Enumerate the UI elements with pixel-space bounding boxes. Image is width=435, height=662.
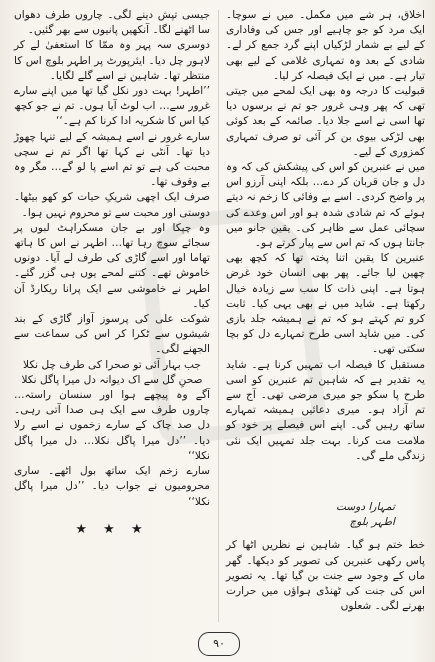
paragraph: سارے زخم ایک ساتھ بول اٹھے۔ ساری محرومیوں نے جواب دیا۔ ’’دل میرا پاگل نکلا‘‘	[14, 465, 210, 508]
paragraph: قبولیت کا درجہ وہ بھی ایک لمحے میں جیتی تھی کہ پھر وہی غرور جو تم نے برسوں دیا تھا اسی نے اسے جلا دیا۔ صائمہ کے بعد کوئی بھی لڑکی بیوی بن کر آئی تو صرف تمہاری کمزوری کے لیے۔	[226, 85, 425, 158]
right-text-column	[226, 8, 425, 464]
paragraph: اخلاق، ہر شے میں مکمل۔ میں نے سوچا۔ ایک مرد کو جو چاہیے اور جس کی وفاداری کے لیے بے شمار لڑکیاں اپنے گرد جمع کر لے۔ شادی کے بعد وہ تمہاری غلامی کے لیے بھی تیار ہے۔ میں نے ایک فیصلہ کر لیا۔	[226, 9, 425, 82]
paragraph: ’’اطہر! بہت دور نکل گیا تھا میں اپنے سارے غرور سے… اب لوٹ آیا ہوں۔ تم نے جو کچھ کیا اس کا شکریہ ادا کرنا کم ہے۔‘‘	[14, 85, 210, 128]
paragraph: سارے غرور نے اسے ہمیشہ کے لیے تنہا چھوڑ دیا تھا۔ آنٹی نے کہا تھا اگر تم نے سچی محبت کی ہے تو تم اسے پا لو گے… مگر وہ بے وقوف تھا۔	[14, 130, 210, 189]
column-divider	[218, 10, 219, 622]
section-break-stars: ★ ★ ★	[75, 521, 149, 537]
paragraph: شوکت علی کی پرسوز آواز گاڑی کے بند شیشوں سے ٹکرا کر اس کی سماعت سے الجھنے لگی۔	[14, 313, 210, 356]
letter-signature	[226, 500, 425, 614]
paragraph: جیسی تپش دینے لگی۔ چاروں طرف دھواں سا اٹھنے لگا۔ آنکھیں پانیوں سے بھر گئیں۔	[14, 9, 210, 37]
paragraph: مستقبل کا فیصلہ اب تمہیں کرنا ہے۔ شاید یہ تقدیر ہے کہ شاہین تم عنبرین کو اسی طرح پا سکو جو میری مرضی تھی۔ آج سے تم آزاد ہو۔ میری دعائیں ہمیشہ تمہارے ساتھ رہیں گی۔ اپنے اس فیصلے پر خود کو ملامت مت کرنا۔ بہت جلد تمہیں ایک نئی زندگی ملے گی۔	[226, 358, 425, 462]
left-text-column	[14, 8, 210, 537]
song-verse: جب بہار آئی تو صحرا کی طرف چل نکلا صحنِ گل سے اک دیوانہ دل میرا پاگل نکلا	[21, 358, 203, 386]
paragraph: وہ چپکا اور بے جان مسکراہٹ لبوں پر سجائے سوچ رہا تھا… اطہر نے اس کا ہاتھ تھاما اور اسے گاڑی کی طرف لے آیا۔ دونوں خاموش تھے۔ کتنے لمحے یوں ہی گزر گئے۔ اطہر نے خاموشی سے ایک پرانا ریکارڈ آن کیا۔	[14, 221, 210, 310]
paragraph: دوسری سہ پہر وہ ممّا کا استعفیٰ لے کر لاہور چل دیا۔ ایئرپورٹ پر اطہر بلوچ اس کا منتظر تھا۔ شاہین نے اسے گلے لگایا۔	[14, 39, 210, 82]
paragraph: آگے وہ پیچھے ہوا اور سنسان راستہ… چاروں طرف سے ایک ہی صدا آتی رہی۔ دل صد چاک کے سارے زخموں نے اسے رلا دیا۔ ’’دل میرا پاگل نکلا… دل میرا پاگل نکلا‘‘	[14, 389, 210, 462]
closing-paragraph: خط ختم ہو گیا۔ شاہین نے نظریں اٹھا کر پاس رکھی عنبرین کی تصویر کو دیکھا۔ گھر ماں کے وجود سے جنت بن گیا تھا۔ یہ تصویر اس کی جنت کی ٹھنڈی ہواؤں میں حرارت بھرنے لگی۔ شعلوں	[226, 539, 425, 613]
paragraph: میں نے عنبرین کو اس کی پیشکش کی کہ وہ دل و جان قربان کر دے… بلکہ اپنی آرزو اس پر واضح کردی۔ اسے بے وفائی کا زخم نہ دیتے ہوئے کہ تم شادی شدہ ہو اور اس وعدے کی سچائی عمل سے ظاہر کی۔ یقین جانو میں جانتا ہوں کہ تم اس سے پیار کرتے ہو۔	[226, 161, 425, 250]
signature-name: اطہر بلوچ	[349, 516, 395, 529]
page-number: ۹۰	[198, 632, 240, 656]
signature-closing: تمہارا دوست	[335, 501, 395, 513]
paragraph: صرف ایک اچھی شریکِ حیات کو کھو بیٹھا۔ دوستی اور محبت سے تو محروم نہیں ہوا۔	[14, 191, 210, 219]
paragraph: عنبرین کا یقین اتنا پختہ تھا کہ کچھ بھی چھین لیا جائے۔ پھر بھی انسان خود غرض ہوتا ہے۔ اپنی ذات کا سب سے زیادہ خیال رکھتا ہے۔ شاید میں نے بھی یہی کیا۔ ثابت کرو تم کہتے ہو کہ تم نے ہمیشہ جلد بازی کی۔ میں شاید اسی طرح تمہارے دل کو بچا سکتی تھی۔	[226, 252, 425, 356]
